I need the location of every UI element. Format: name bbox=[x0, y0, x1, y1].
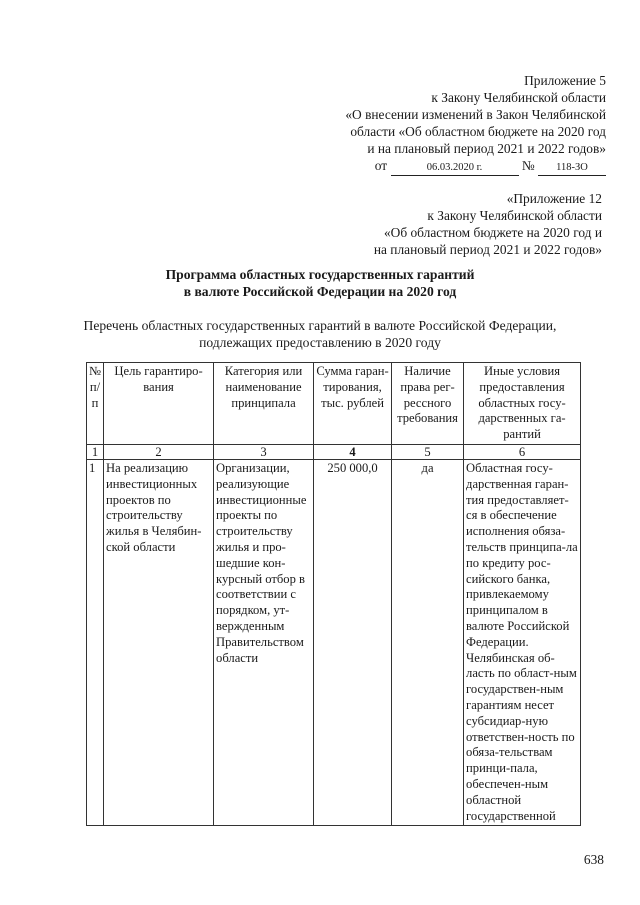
column-number: 4 bbox=[314, 444, 392, 459]
law-date: 06.03.2020 г. bbox=[391, 161, 519, 176]
column-number: 6 bbox=[464, 444, 581, 459]
appendix-5-line: области «Об областном бюджете на 2020 год bbox=[350, 124, 606, 139]
program-title-line: Программа областных государственных гарантий bbox=[165, 267, 475, 282]
appendix-12-line: «Приложение 12 bbox=[506, 191, 602, 206]
law-date-number-line bbox=[276, 157, 606, 176]
row-principal: Организации, реализующие инвестиционные проекты по строительству жилья и про-шедшие кон-курсный отбор в соответствии с порядком, ут-вержденным Правительством области bbox=[214, 459, 314, 825]
header-conditions: Иные условия предоставления областных госу-дарственных га-рантий bbox=[464, 363, 581, 445]
column-number: 2 bbox=[104, 444, 214, 459]
header-principal: Категория или наименование принципала bbox=[214, 363, 314, 445]
law-number: 118-ЗО bbox=[538, 161, 606, 176]
column-number-row bbox=[87, 444, 581, 459]
table-header-row bbox=[87, 363, 581, 445]
appendix-5-line: Приложение 5 bbox=[524, 73, 606, 88]
list-subtitle-line: Перечень областных государственных гарантий в валюте Российской Федерации, bbox=[83, 318, 557, 333]
header-purpose: Цель гарантиро-вания bbox=[104, 363, 214, 445]
header-number: № п/п bbox=[87, 363, 104, 445]
appendix-5-line: к Закону Челябинской области bbox=[431, 90, 606, 105]
list-subtitle-line: подлежащих предоставлению в 2020 году bbox=[199, 335, 441, 350]
appendix-12-header bbox=[272, 190, 602, 258]
header-amount: Сумма гаран-тирования, тыс. рублей bbox=[314, 363, 392, 445]
row-conditions: Областная госу-дарственная гаран-тия предоставляет-ся в обеспечение исполнения обяза-тельств принципа-ла по кредиту рос-сийского банка, привлекаемому принципалом в валюте Российской Федерации. Челябинская об-ласть по област-ным государствен-ным гарантиям несет субсидиар-ную ответствен-ность по обяза-тельствам принци-пала, обеспечен-ным областной государственной bbox=[464, 459, 581, 825]
row-number: 1 bbox=[87, 459, 104, 825]
appendix-12-line: «Об областном бюджете на 2020 год и bbox=[383, 225, 602, 240]
appendix-12-line: на плановый период 2021 и 2022 годов» bbox=[373, 242, 602, 257]
column-number: 3 bbox=[214, 444, 314, 459]
program-title-line: в валюте Российской Федерации на 2020 год bbox=[183, 284, 457, 299]
row-purpose: На реализацию инвестиционных проектов по строительству жилья в Челябин-ской области bbox=[104, 459, 214, 825]
guarantees-table bbox=[86, 362, 581, 826]
column-number: 1 bbox=[87, 444, 104, 459]
appendix-5-line: и на плановый период 2021 и 2022 годов» bbox=[367, 141, 606, 156]
page-number: 638 bbox=[583, 852, 604, 867]
list-subtitle bbox=[60, 317, 580, 351]
appendix-5-line: «О внесении изменений в Закон Челябинской bbox=[345, 107, 606, 122]
program-title bbox=[100, 266, 540, 300]
appendix-5-header bbox=[276, 72, 606, 176]
table-row bbox=[87, 459, 581, 825]
row-amount: 250 000,0 bbox=[314, 459, 392, 825]
row-regress: да bbox=[392, 459, 464, 825]
column-number: 5 bbox=[392, 444, 464, 459]
from-label: от bbox=[374, 158, 388, 173]
header-regress: Наличие права рег-рессного требования bbox=[392, 363, 464, 445]
appendix-12-line: к Закону Челябинской области bbox=[427, 208, 602, 223]
number-label: № bbox=[521, 158, 535, 173]
